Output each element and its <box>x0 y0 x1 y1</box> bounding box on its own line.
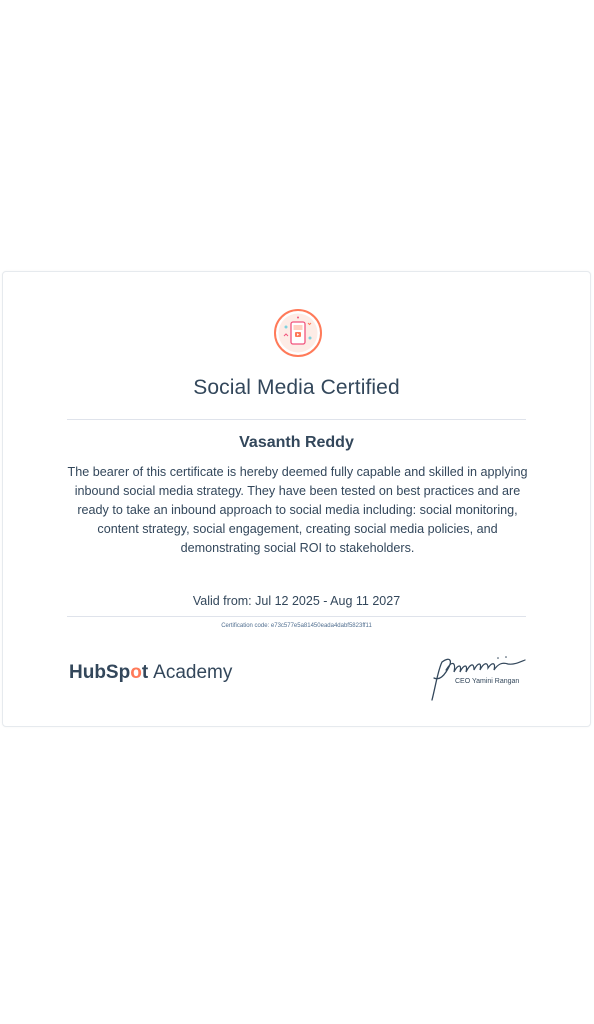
certificate-title: Social Media Certified <box>193 376 400 399</box>
divider <box>67 419 526 420</box>
hubspot-academy-logo <box>69 662 232 686</box>
validity-dates: Valid from: Jul 12 2025 - Aug 11 2027 <box>192 594 401 608</box>
certification-code: Certification code: e73c577e5a81450eada4dabf5823ff11 <box>221 623 372 629</box>
ceo-caption: CEO Yamini Rangan <box>455 678 520 685</box>
logo-hubspot-text: HubSpot <box>69 662 149 683</box>
certificate-description: The bearer of this certificate is hereby deemed fully capable and skilled in applying inbound social media strategy. They have been tested on best practices and are ready to take an inbound approach to social media including: social monitoring, content strategy, social engagement, creating social media policies, and demonstrating social ROI to stakeholders. <box>67 465 528 555</box>
recipient-name: Vasanth Reddy <box>239 434 354 451</box>
certificate-card <box>2 271 591 727</box>
social-media-badge-icon <box>274 309 322 357</box>
logo-academy-text: Academy <box>153 662 233 683</box>
divider <box>67 616 526 617</box>
